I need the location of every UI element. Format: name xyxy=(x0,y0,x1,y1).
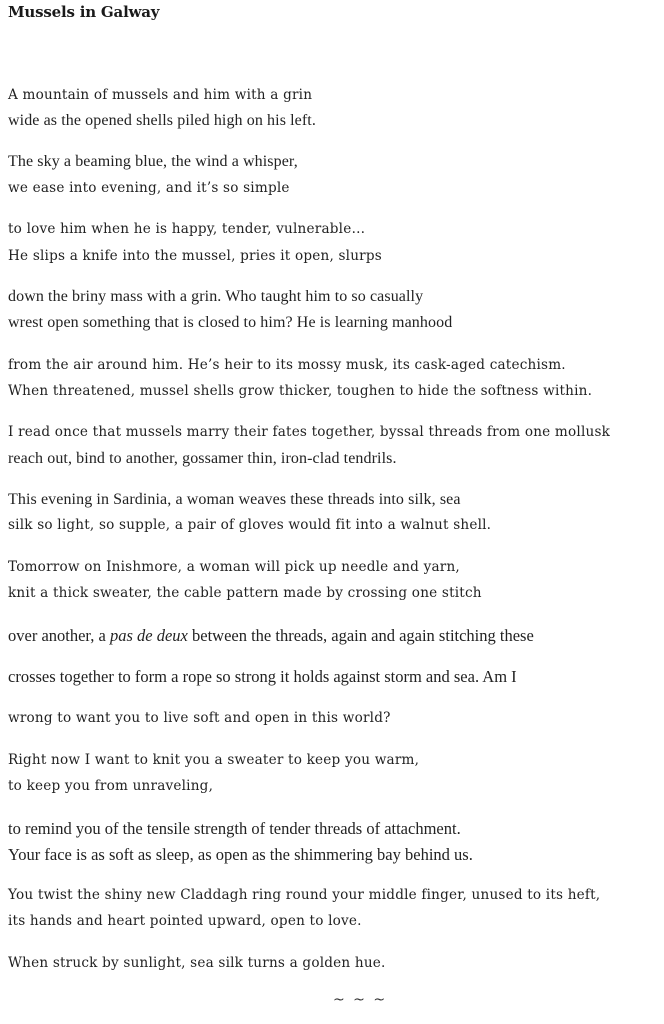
poem-line: When threatened, mussel shells grow thicker, toughen to hide the softness within. xyxy=(8,383,593,399)
poem-line: Tomorrow on Inishmore, a woman will pick up needle and yarn, xyxy=(8,559,460,575)
poem-line: Your face is as soft as sleep, as open as the shimmering bay behind us. xyxy=(8,845,473,864)
poem-line: crosses together to form a rope so strong it holds against storm and sea. Am I xyxy=(8,667,517,686)
poem-line: wrong to want you to live soft and open in this world? xyxy=(8,710,391,726)
section-divider: ~ ~ ~ xyxy=(332,992,388,1008)
poem-line: its hands and heart pointed upward, open to love. xyxy=(8,913,362,929)
poem-line: Right now I want to knit you a sweater to keep you warm, xyxy=(8,752,420,768)
poem-line: to love him when he is happy, tender, vulnerable… xyxy=(8,221,366,237)
poem-line: A mountain of mussels and him with a grin xyxy=(8,87,313,103)
poem-line: we ease into evening, and it’s so simple xyxy=(8,180,290,196)
poem-line: down the briny mass with a grin. Who taught him to so casually xyxy=(8,288,424,305)
line-text: between the threads, again and again stitching these xyxy=(187,626,534,645)
poem-line: reach out, bind to another, gossamer thin, iron-clad tendrils. xyxy=(8,450,397,467)
poem-line: This evening in Sardinia, a woman weaves these threads into silk, sea xyxy=(8,491,461,508)
poem-line: knit a thick sweater, the cable pattern made by crossing one stitch xyxy=(8,585,482,601)
poem-title: Mussels in Galway xyxy=(8,3,160,21)
poem-line: The sky a beaming blue, the wind a whisper, xyxy=(8,153,298,170)
poem-line: silk so light, so supple, a pair of gloves would fit into a walnut shell. xyxy=(8,517,492,533)
poem-line: I read once that mussels marry their fates together, byssal threads from one mollusk xyxy=(8,424,611,440)
poem-line: He slips a knife into the mussel, pries it open, slurps xyxy=(8,248,382,264)
poem-line xyxy=(8,626,534,646)
poem-line: to keep you from unraveling, xyxy=(8,778,214,794)
poem-line: to remind you of the tensile strength of tender threads of attachment. xyxy=(8,819,461,838)
line-text: over another, a xyxy=(8,626,110,645)
poem-line: wrest open something that is closed to him? He is learning manhood xyxy=(8,314,453,331)
poem-line: You twist the shiny new Claddagh ring round your middle finger, unused to its heft, xyxy=(8,887,601,903)
poem-line: wide as the opened shells piled high on his left. xyxy=(8,112,316,129)
poem-line: When struck by sunlight, sea silk turns a golden hue. xyxy=(8,955,386,971)
poem-line: from the air around him. He’s heir to its mossy musk, its cask-aged catechism. xyxy=(8,357,566,373)
italic-phrase: pas de deux xyxy=(109,626,188,645)
